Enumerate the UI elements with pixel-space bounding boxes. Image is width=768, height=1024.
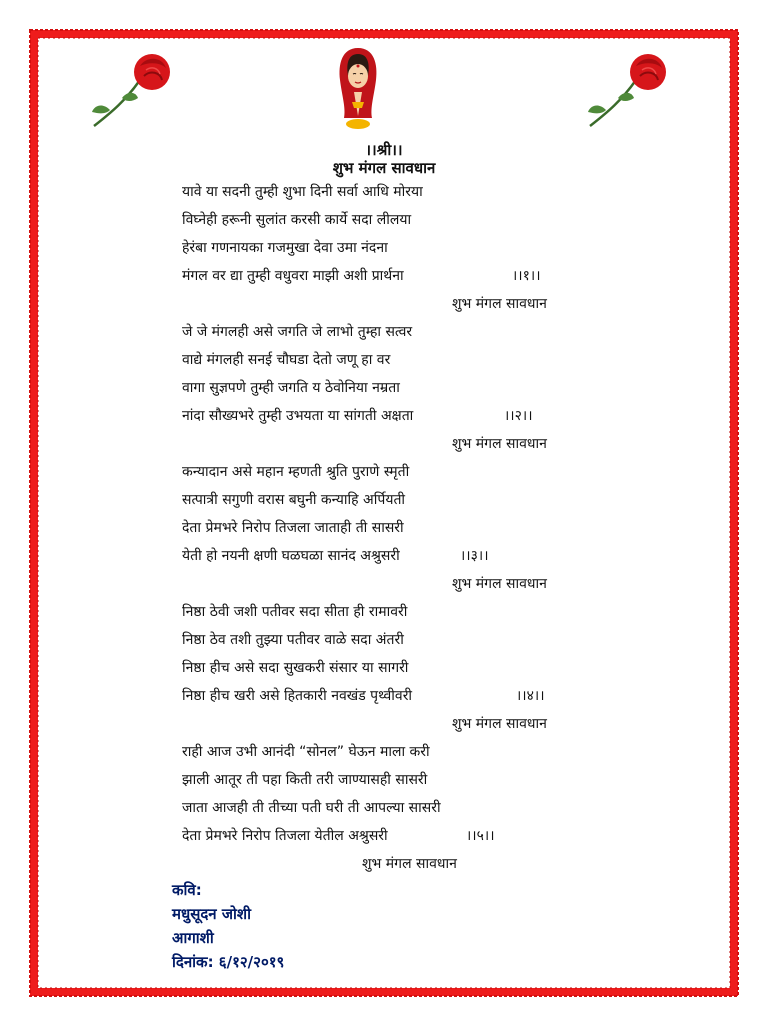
verse-line: विघ्नेही हरूनी सुलांत करसी कार्ये सदा लीलया bbox=[182, 212, 412, 228]
verse-line: येती हो नयनी क्षणी घळघळा सानंद अश्रुसरी bbox=[182, 548, 400, 564]
stanza-number: ।।५।। bbox=[466, 828, 495, 844]
stanza-number: ।।४।। bbox=[516, 688, 545, 704]
refrain: शुभ मंगल सावधान bbox=[362, 856, 457, 872]
verse-line: जे जे मंगलही असे जगति जे लाभो तुम्हा सत्वर bbox=[182, 324, 413, 340]
verse-line: वागा सुज्ञपणे तुम्ही जगति य ठेवोनिया नम्रता bbox=[182, 380, 400, 396]
verse-line: निष्ठा हीच खरी असे हितकारी नवखंड पृथ्वीवरी bbox=[182, 688, 413, 704]
verse-line: राही आज उभी आनंदी “सोनल” घेऊन माला करी bbox=[182, 744, 430, 760]
refrain: शुभ मंगल सावधान bbox=[452, 576, 547, 592]
verse-line: नांदा सौख्यभरे तुम्ही उभयता या सांगती अक्षता bbox=[182, 408, 414, 424]
verse-line: मंगल वर द्या तुम्ही वधुवरा माझी अशी प्रार्थना bbox=[182, 268, 404, 284]
refrain: शुभ मंगल सावधान bbox=[452, 716, 547, 732]
poet-label: कवि: bbox=[172, 881, 202, 899]
verse-line: निष्ठा ठेव तशी तुझ्या पतीवर वाळे सदा अंतरी bbox=[182, 632, 404, 648]
stanza-number: ।।१।। bbox=[512, 268, 541, 284]
poet-place: आगाशी bbox=[172, 929, 214, 947]
verse-line: वाद्ये मंगलही सनई चौघडा देतो जणू हा वर bbox=[182, 352, 391, 368]
verse-line: झाली आतूर ती पहा किती तरी जाण्यासही सासरी bbox=[182, 772, 428, 788]
verse-line: यावे या सदनी तुम्ही शुभा दिनी सर्वा आधि मोरया bbox=[182, 184, 423, 200]
verse-line: कन्यादान असे महान म्हणती श्रुति पुराणे स्मृती bbox=[182, 464, 410, 480]
refrain: शुभ मंगल सावधान bbox=[452, 296, 547, 312]
rose-right-icon bbox=[584, 50, 680, 136]
poet-name: मधुसूदन जोशी bbox=[172, 905, 251, 923]
refrain: शुभ मंगल सावधान bbox=[452, 436, 547, 452]
stanza-number: ।।२।। bbox=[504, 408, 533, 424]
verse-line: निष्ठा ठेवी जशी पतीवर सदा सीता ही रामावरी bbox=[182, 604, 408, 620]
stanza-number: ।।३।। bbox=[460, 548, 489, 564]
verse-line: देता प्रेमभरे निरोप तिजला येतील अश्रुसरी bbox=[182, 828, 388, 844]
verse-line: जाता आजही ती तीच्या पती घरी ती आपल्या सासरी bbox=[182, 800, 441, 816]
verse-line: देता प्रेमभरे निरोप तिजला जाताही ती सासरी bbox=[182, 520, 404, 536]
verse-line: हेरंबा गणनायका गजमुखा देवा उमा नंदना bbox=[182, 240, 388, 256]
page-title: शुभ मंगल सावधान bbox=[332, 159, 436, 177]
verse-line: निष्ठा हीच असे सदा सुखकरी संसार या सागरी bbox=[182, 660, 409, 676]
poem-date: दिनांक: ६/१२/२०१९ bbox=[172, 953, 285, 971]
namaste-bride-icon bbox=[334, 46, 382, 132]
shri-heading: ।।श्री।। bbox=[365, 141, 403, 159]
verse-line: सत्पात्री सगुणी वरास बघुनी कन्याहि अर्पियती bbox=[182, 492, 406, 508]
rose-left-icon bbox=[88, 50, 184, 136]
